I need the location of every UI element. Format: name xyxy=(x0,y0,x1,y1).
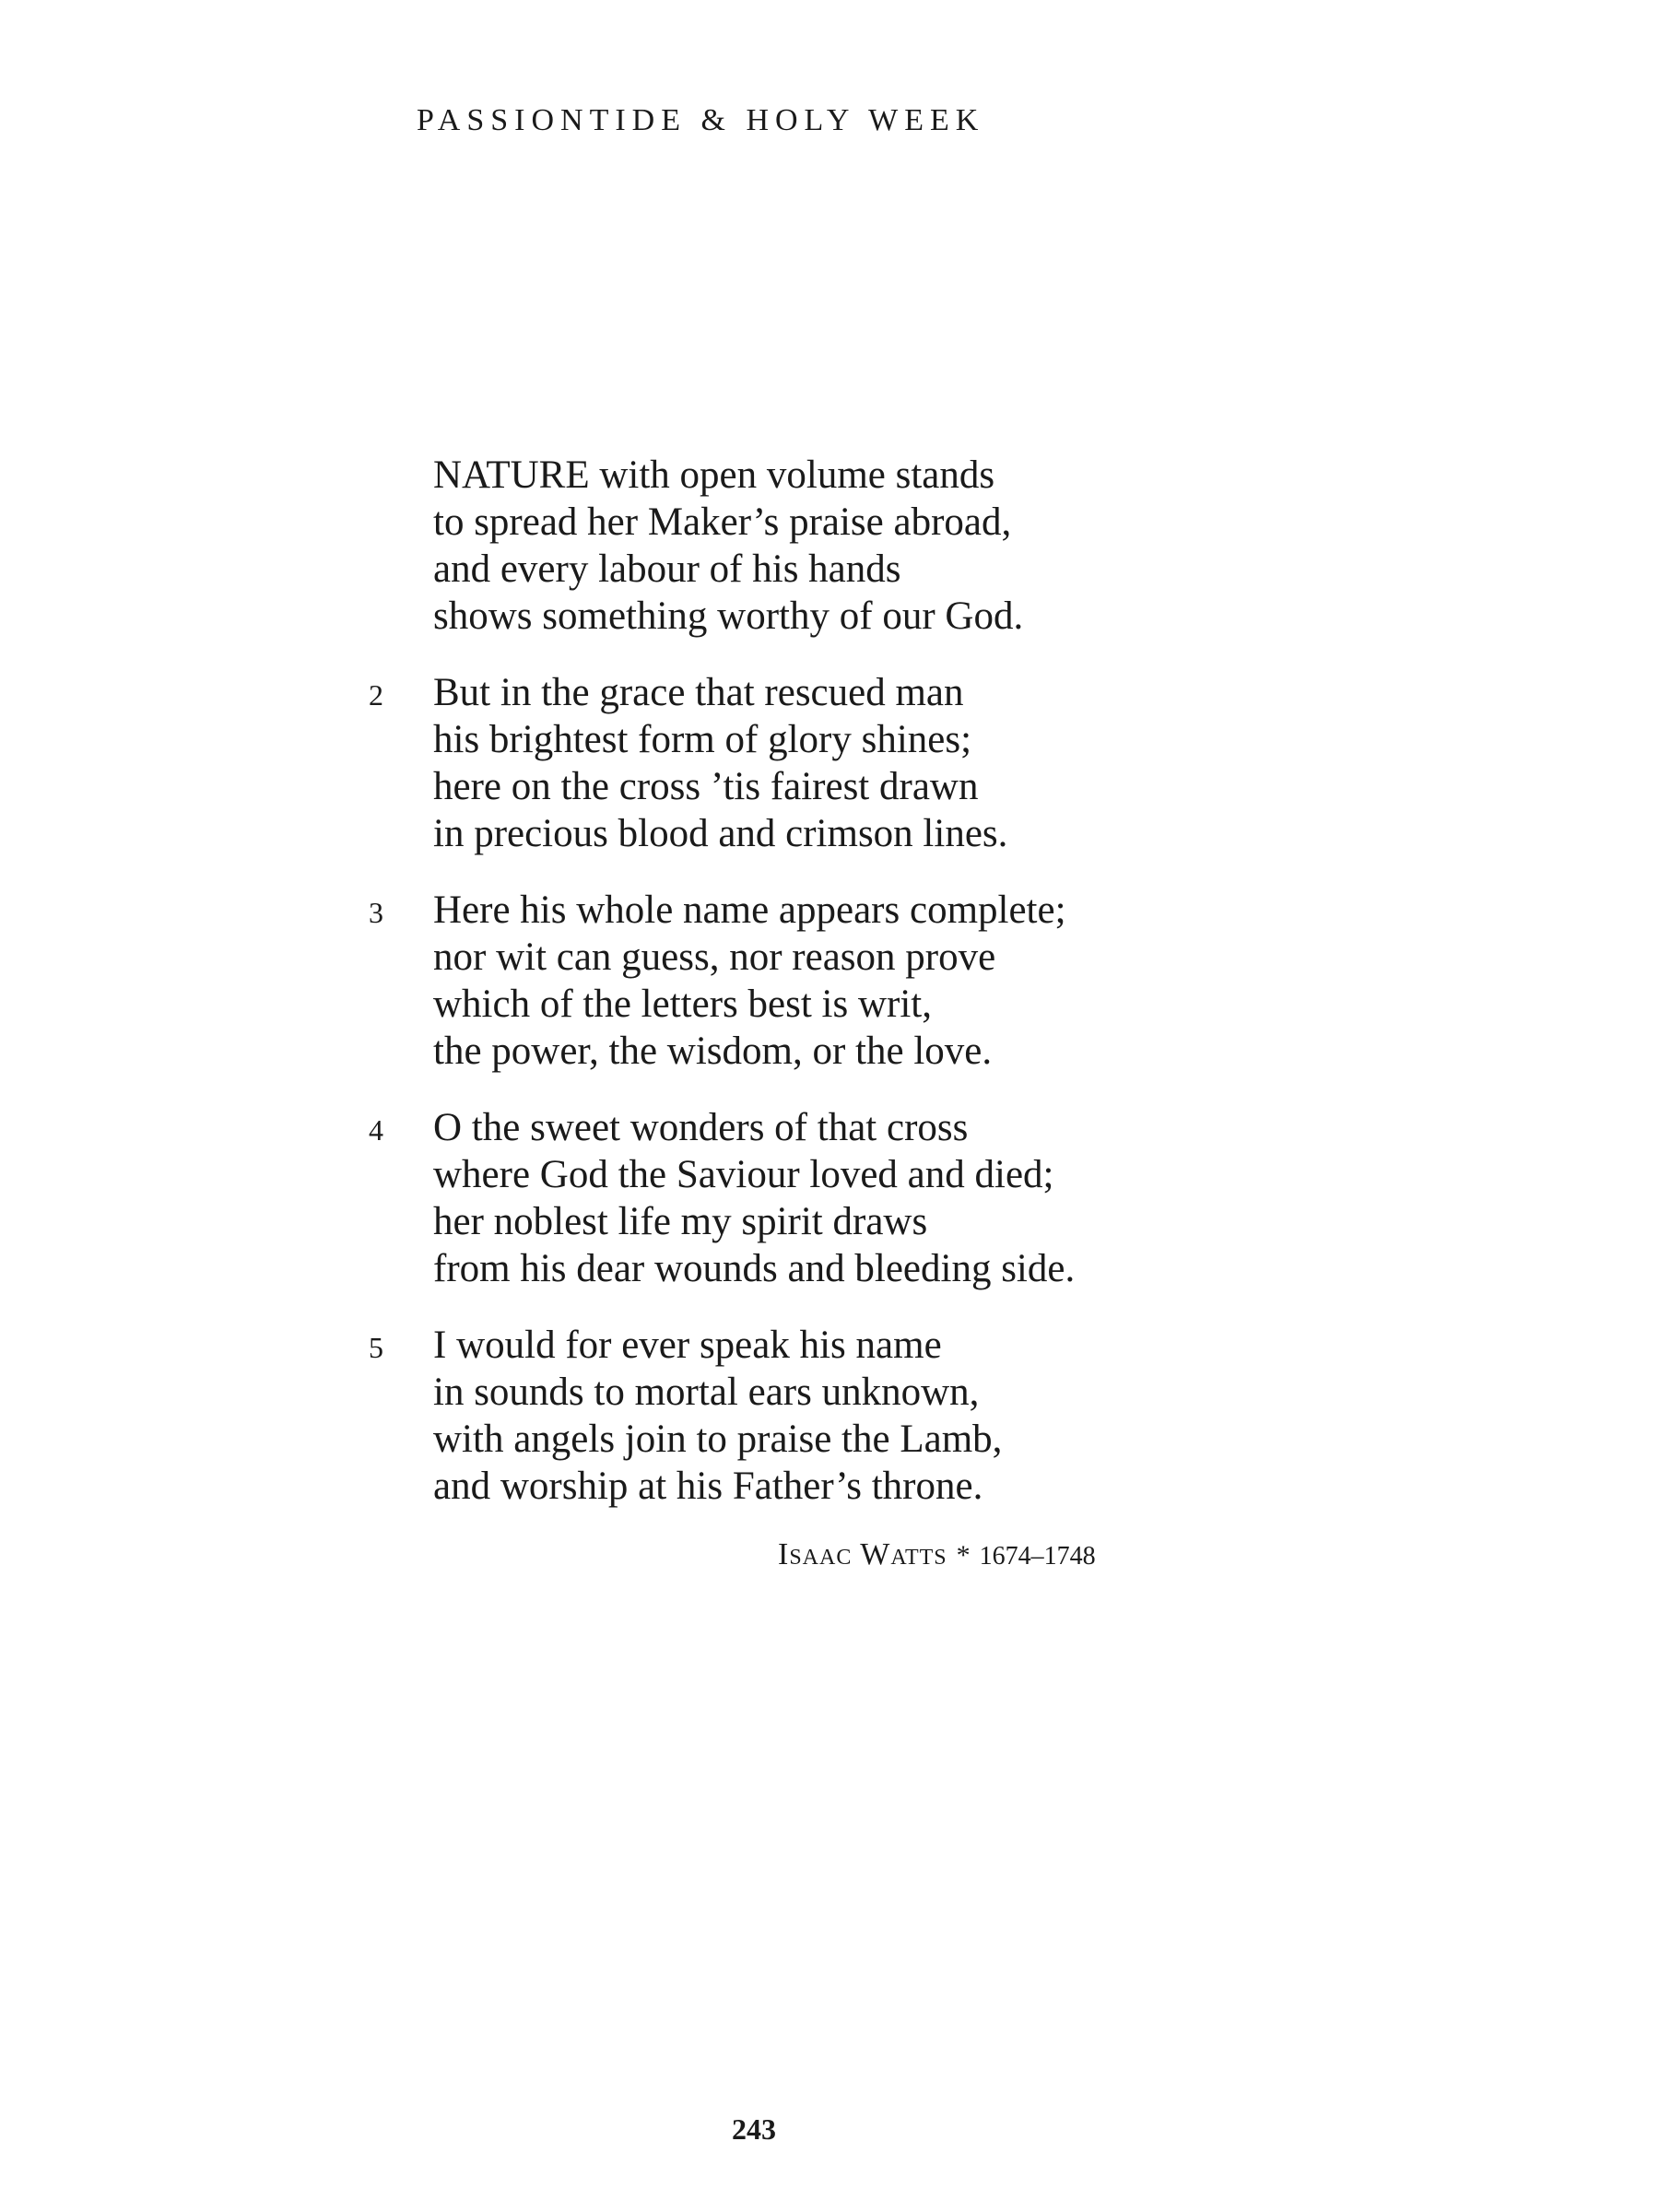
verse-line: to spread her Maker’s praise abroad, xyxy=(433,500,1012,544)
verse-number: 5 xyxy=(369,1331,383,1364)
author-attribution xyxy=(778,1537,1096,1572)
verse-number: 4 xyxy=(369,1113,383,1147)
verse-line: in precious blood and crimson lines. xyxy=(433,812,1008,855)
author-dates: 1674–1748 xyxy=(979,1542,1096,1571)
verse-line-text: with open volume stands xyxy=(589,453,995,497)
verse-line: here on the cross ’tis fairest drawn xyxy=(433,765,979,808)
verse-line: from his dear wounds and bleeding side. xyxy=(433,1247,1076,1290)
verse-line: where God the Saviour loved and died; xyxy=(433,1153,1054,1196)
verse-line: with angels join to praise the Lamb, xyxy=(433,1418,1003,1461)
verse-lines xyxy=(433,669,1290,857)
verse-line: and worship at his Father’s throne. xyxy=(433,1465,983,1508)
author-name: Isaac Watts xyxy=(778,1537,947,1571)
verse-line: Here his whole name appears complete; xyxy=(433,888,1066,932)
hymn-text xyxy=(369,452,1290,1539)
running-head: PASSIONTIDE & HOLY WEEK xyxy=(417,103,985,137)
verse-lines xyxy=(433,452,1290,640)
verse-number: 3 xyxy=(369,896,383,929)
verse-line: in sounds to mortal ears unknown, xyxy=(433,1371,980,1414)
verse-lines xyxy=(433,1322,1290,1510)
verse-line: and every labour of his hands xyxy=(433,547,901,591)
verse-line: his brightest form of glory shines; xyxy=(433,718,972,761)
verse-line: I would for ever speak his name xyxy=(433,1324,942,1367)
verse-lines xyxy=(433,1104,1290,1292)
page-number: 243 xyxy=(732,2112,776,2146)
verse-3 xyxy=(369,887,1290,1075)
verse-2 xyxy=(369,669,1290,857)
verse-number: 2 xyxy=(369,678,383,712)
star-mark: * xyxy=(956,1540,971,1571)
verse-line xyxy=(433,452,1290,499)
verse-lines xyxy=(433,887,1290,1075)
verse-5 xyxy=(369,1322,1290,1510)
verse-line: the power, the wisdom, or the love. xyxy=(433,1030,993,1073)
verse-line: nor wit can guess, nor reason prove xyxy=(433,935,996,979)
verse-line: which of the letters best is writ, xyxy=(433,982,932,1026)
verse-line: shows something worthy of our God. xyxy=(433,594,1024,638)
verse-line: her noblest life my spirit draws xyxy=(433,1200,928,1243)
verse-line: But in the grace that rescued man xyxy=(433,671,964,714)
verse-4 xyxy=(369,1104,1290,1292)
verse-1 xyxy=(369,452,1290,640)
verse-line: O the sweet wonders of that cross xyxy=(433,1106,969,1149)
opening-word: NATURE xyxy=(433,453,590,497)
